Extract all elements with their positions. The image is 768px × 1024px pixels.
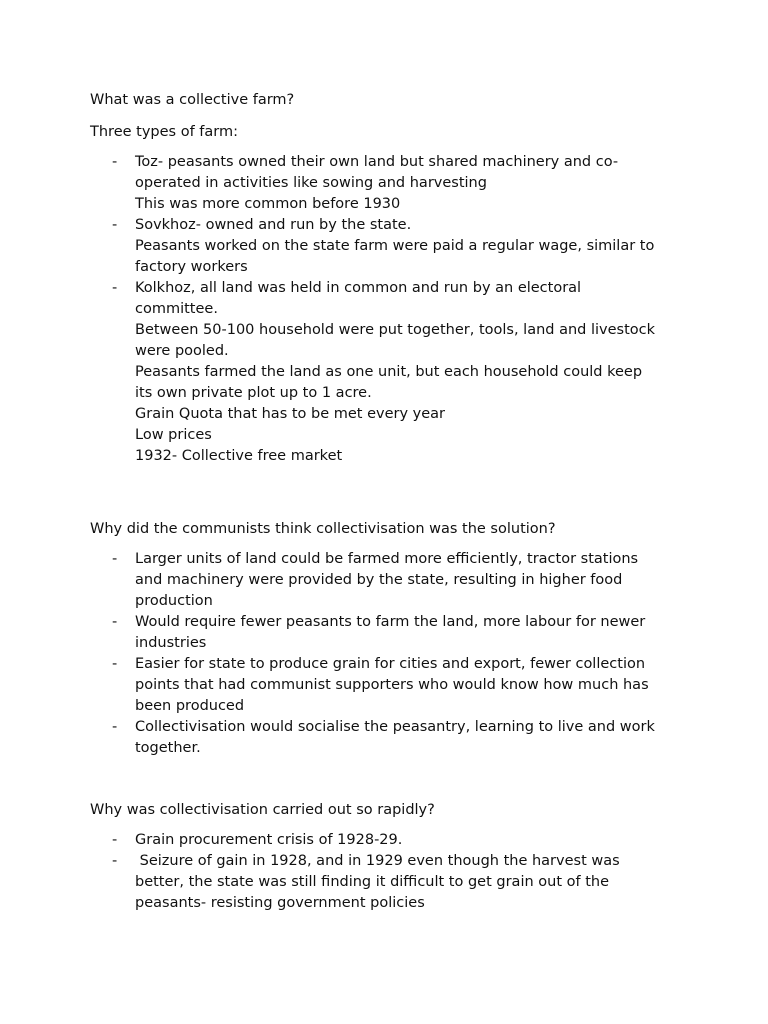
list-item-line: been produced [135, 698, 245, 714]
list-item-line: were pooled. [135, 343, 229, 359]
list-item [90, 278, 690, 467]
list-item [90, 654, 690, 717]
list-item-line: better, the state was still finding it difficult to get grain out of the [135, 874, 610, 890]
dash-bullet: - [112, 154, 118, 170]
list-item-line: Toz- peasants owned their own land but shared machinery and co- [135, 154, 619, 170]
list-item-line: factory workers [135, 259, 248, 275]
section-heading: Why did the communists think collectivisation was the solution? [90, 521, 556, 537]
bullet-list [90, 549, 690, 759]
dash-bullet: - [112, 280, 118, 296]
list-item [90, 549, 690, 612]
dash-bullet: - [112, 656, 118, 672]
section-heading: Why was collectivisation carried out so rapidly? [90, 802, 435, 818]
section-heading: What was a collective farm? [90, 92, 295, 108]
list-item-line: Grain procurement crisis of 1928-29. [135, 832, 403, 848]
list-item [90, 152, 690, 215]
dash-bullet: - [112, 614, 118, 630]
list-item-line: committee. [135, 301, 218, 317]
list-item [90, 717, 690, 759]
list-item-line: peasants- resisting government policies [135, 895, 425, 911]
list-item-line: industries [135, 635, 207, 651]
dash-bullet: - [112, 853, 118, 869]
dash-bullet: - [112, 832, 118, 848]
list-item-line: together. [135, 740, 201, 756]
list-item-line: Peasants worked on the state farm were paid a regular wage, similar to [135, 238, 655, 254]
list-item-line: operated in activities like sowing and harvesting [135, 175, 487, 191]
list-item-line: Would require fewer peasants to farm the land, more labour for newer [135, 614, 646, 630]
list-item-line: 1932- Collective free market [135, 448, 343, 464]
section-heading: Three types of farm: [90, 124, 238, 140]
section-spacer [90, 759, 690, 800]
dash-bullet: - [112, 719, 118, 735]
list-item [90, 830, 690, 851]
section-spacer [90, 467, 690, 519]
list-item-line: its own private plot up to 1 acre. [135, 385, 372, 401]
list-item-line: Seizure of gain in 1928, and in 1929 even though the harvest was [135, 853, 620, 869]
list-item-line: Low prices [135, 427, 212, 443]
list-item-line: Grain Quota that has to be met every year [135, 406, 446, 422]
dash-bullet: - [112, 551, 118, 567]
list-item-line: Larger units of land could be farmed more efficiently, tractor stations [135, 551, 639, 567]
bullet-list [90, 830, 690, 914]
list-item-line: Between 50-100 household were put together, tools, land and livestock [135, 322, 656, 338]
section-2 [90, 519, 690, 759]
heading-spacer [90, 111, 690, 122]
list-item [90, 215, 690, 278]
list-item-line: Collectivisation would socialise the peasantry, learning to live and work [135, 719, 655, 735]
bullet-list [90, 152, 690, 467]
list-item-line: points that had communist supporters who would know how much has [135, 677, 649, 693]
section-1 [90, 90, 690, 467]
list-item-line: This was more common before 1930 [135, 196, 401, 212]
section-3 [90, 800, 690, 914]
list-item-line: and machinery were provided by the state, resulting in higher food [135, 572, 623, 588]
list-item-line: Easier for state to produce grain for cities and export, fewer collection [135, 656, 646, 672]
list-item [90, 612, 690, 654]
list-item-line: Sovkhoz- owned and run by the state. [135, 217, 412, 233]
list-item-line: Peasants farmed the land as one unit, but each household could keep [135, 364, 643, 380]
list-item-line: Kolkhoz, all land was held in common and run by an electoral [135, 280, 582, 296]
list-item-line: production [135, 593, 213, 609]
list-item [90, 851, 690, 914]
dash-bullet: - [112, 217, 118, 233]
document-page [90, 90, 690, 914]
